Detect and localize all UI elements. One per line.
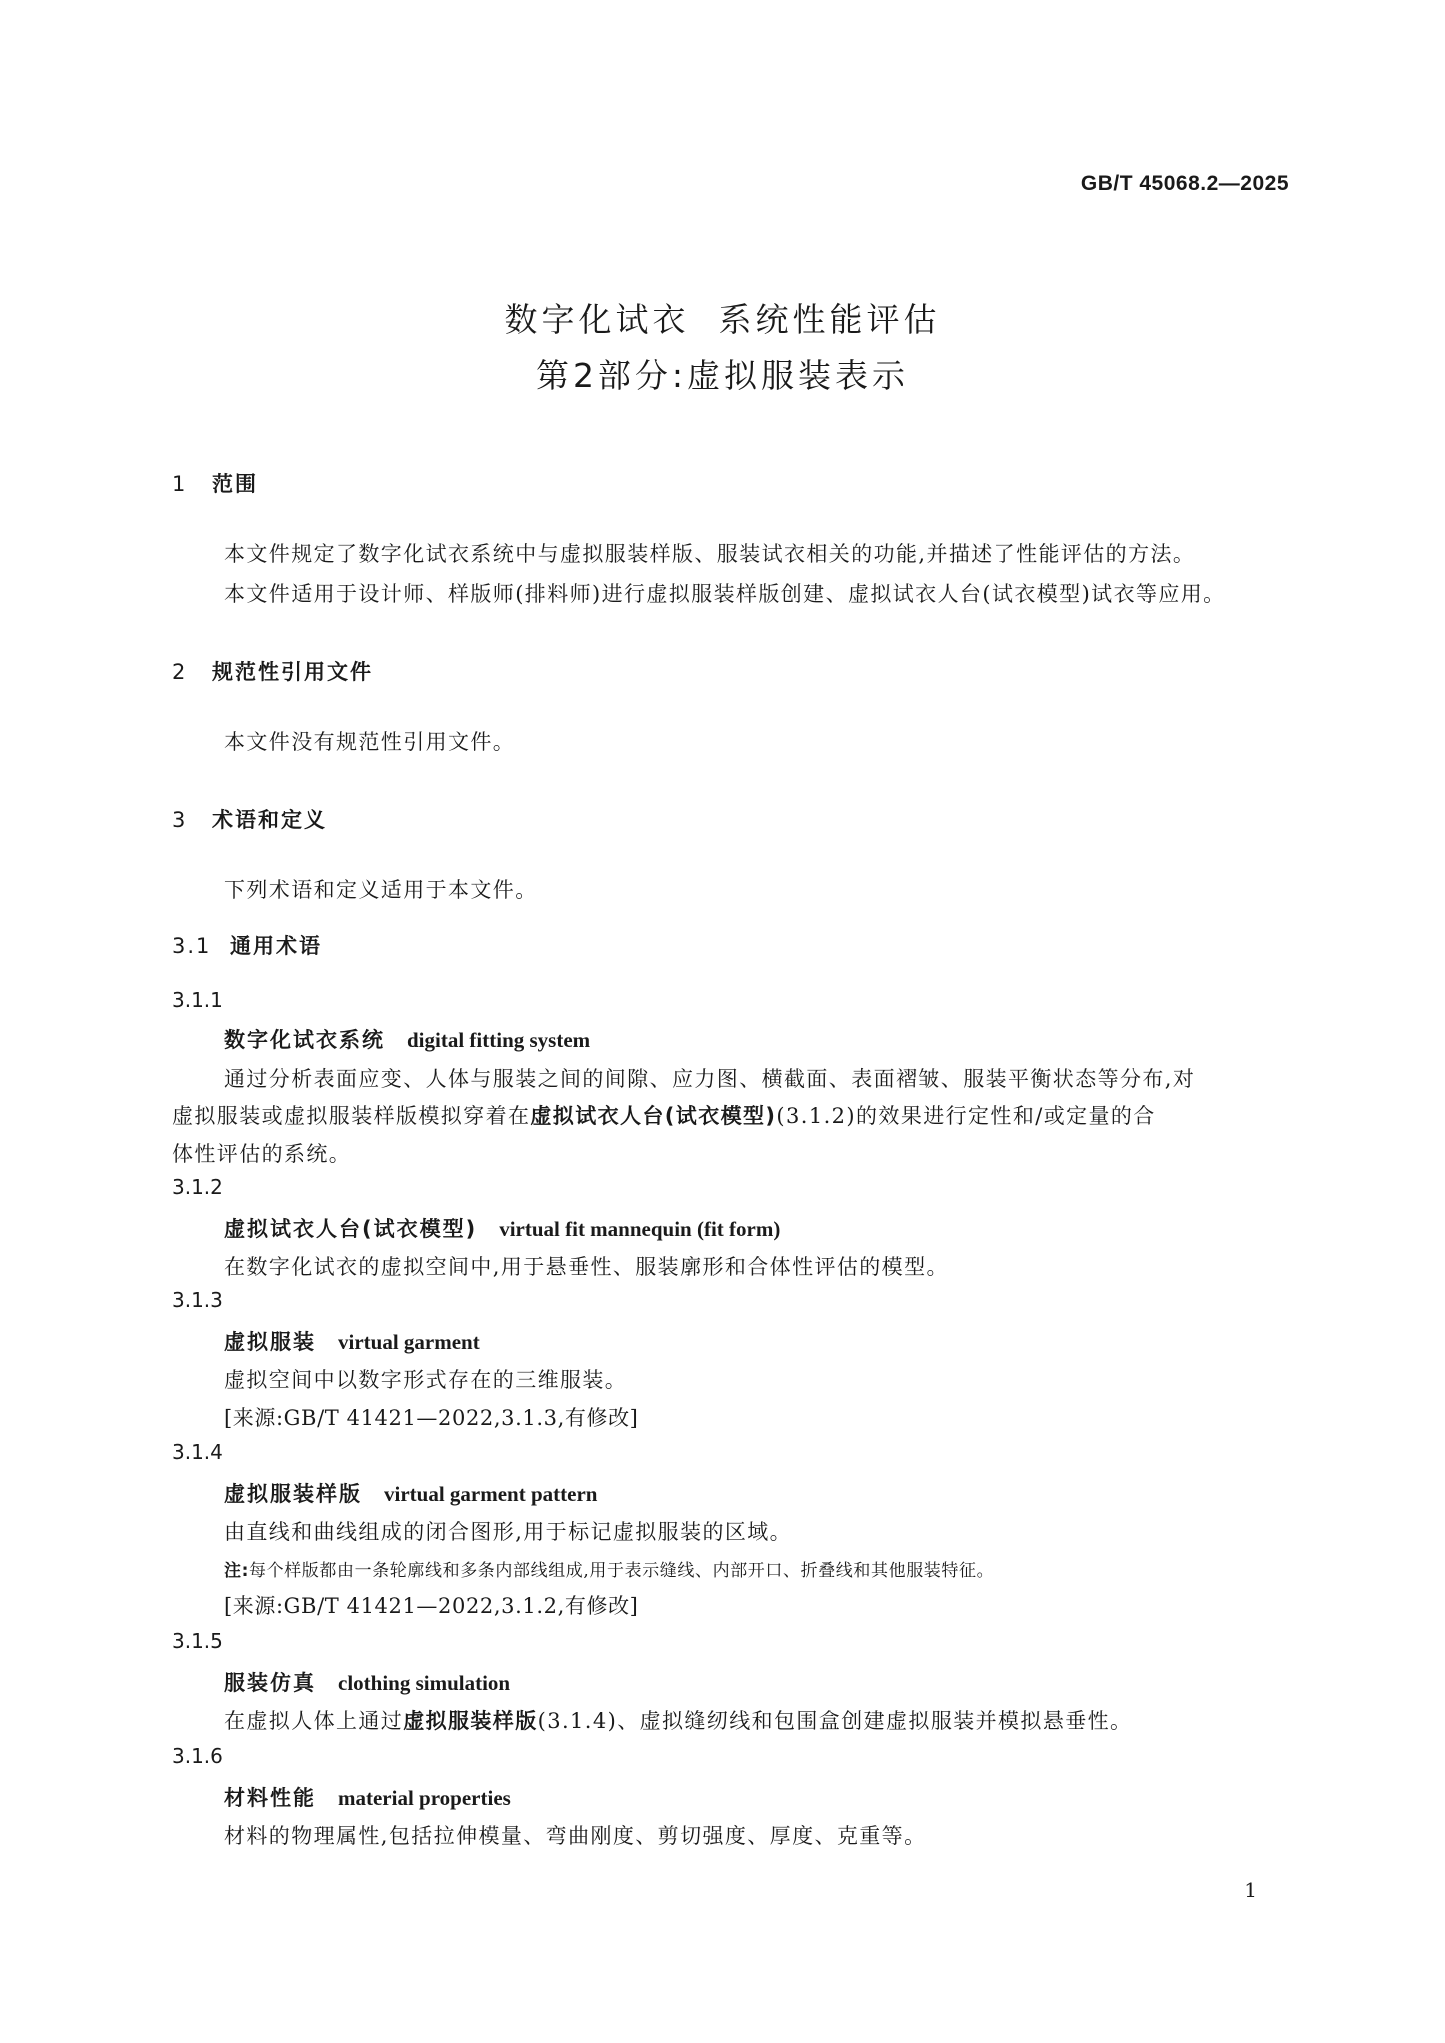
term-heading bbox=[224, 1326, 480, 1356]
term-number: 3.1.4 bbox=[172, 1440, 223, 1464]
note bbox=[224, 1556, 994, 1581]
title-line-2: 第2部分:虚拟服装表示 bbox=[535, 356, 910, 395]
term-zh: 虚拟试衣人台(试衣模型) bbox=[224, 1217, 478, 1241]
section-number: 2 bbox=[172, 660, 188, 684]
paragraph: 下列术语和定义适用于本文件。 bbox=[224, 878, 538, 902]
term-number: 3.1.6 bbox=[172, 1744, 223, 1768]
source-reference: [来源:GB/T 41421—2022,3.1.2,有修改] bbox=[224, 1594, 639, 1618]
term-zh: 服装仿真 bbox=[224, 1671, 316, 1695]
term-heading bbox=[224, 1667, 510, 1697]
text-run: (3.1.2)的效果进行定性和/或定量的合 bbox=[776, 1104, 1156, 1128]
term-en: virtual garment pattern bbox=[384, 1482, 598, 1506]
definition-line: 材料的物理属性,包括拉伸模量、弯曲刚度、剪切强度、厚度、克重等。 bbox=[224, 1824, 927, 1848]
term-en: virtual garment bbox=[338, 1330, 480, 1354]
definition-line: 虚拟空间中以数字形式存在的三维服装。 bbox=[224, 1368, 628, 1392]
section-title: 规范性引用文件 bbox=[212, 660, 373, 684]
term-zh: 虚拟服装 bbox=[224, 1330, 316, 1354]
source-reference: [来源:GB/T 41421—2022,3.1.3,有修改] bbox=[224, 1406, 639, 1430]
term-heading bbox=[224, 1024, 590, 1054]
section-3-heading bbox=[172, 804, 327, 834]
section-1-heading bbox=[172, 468, 258, 498]
term-heading bbox=[224, 1213, 780, 1243]
definition-line: 通过分析表面应变、人体与服装之间的间隙、应力图、横截面、表面褶皱、服装平衡状态等分布,对 bbox=[224, 1067, 1196, 1091]
term-zh: 虚拟服装样版 bbox=[224, 1482, 362, 1506]
term-reference: 虚拟服装样版 bbox=[403, 1709, 538, 1733]
text-run: 在虚拟人体上通过 bbox=[224, 1709, 404, 1733]
term-number: 3.1.5 bbox=[172, 1629, 223, 1653]
page-number: 1 bbox=[1244, 1878, 1257, 1902]
section-2-heading bbox=[172, 656, 373, 686]
note-text: 每个样版都由一条轮廓线和多条内部线组成,用于表示缝线、内部开口、折叠线和其他服装特征。 bbox=[249, 1561, 995, 1581]
term-en: digital fitting system bbox=[407, 1028, 591, 1052]
definition-line bbox=[224, 1705, 1132, 1735]
definition-line bbox=[172, 1100, 1156, 1130]
term-zh: 数字化试衣系统 bbox=[224, 1028, 385, 1052]
term-heading bbox=[224, 1478, 597, 1508]
section-title: 通用术语 bbox=[230, 934, 322, 958]
section-title: 范围 bbox=[212, 472, 258, 496]
section-number: 3.1 bbox=[172, 934, 212, 958]
term-number: 3.1.3 bbox=[172, 1288, 223, 1312]
term-en: material properties bbox=[338, 1786, 511, 1810]
text-run: 虚拟服装或虚拟服装样版模拟穿着在 bbox=[172, 1104, 531, 1128]
term-heading bbox=[224, 1782, 511, 1812]
section-title: 术语和定义 bbox=[212, 808, 327, 832]
term-en: clothing simulation bbox=[338, 1671, 511, 1695]
section-number: 3 bbox=[172, 808, 188, 832]
definition-line: 体性评估的系统。 bbox=[172, 1142, 352, 1166]
paragraph: 本文件适用于设计师、样版师(排料师)进行虚拟服装样版创建、虚拟试衣人台(试衣模型)试衣等应用。 bbox=[224, 582, 1226, 606]
note-label: 注: bbox=[224, 1561, 249, 1581]
standard-code: GB/T 45068.2—2025 bbox=[1080, 172, 1289, 195]
definition-line: 在数字化试衣的虚拟空间中,用于悬垂性、服装廓形和合体性评估的模型。 bbox=[224, 1255, 949, 1279]
paragraph: 本文件规定了数字化试衣系统中与虚拟服装样版、服装试衣相关的功能,并描述了性能评估的方法。 bbox=[224, 542, 1196, 566]
title-line-1: 数字化试衣 系统性能评估 bbox=[504, 300, 941, 339]
term-reference: 虚拟试衣人台(试衣模型) bbox=[530, 1104, 777, 1128]
definition-line: 由直线和曲线组成的闭合图形,用于标记虚拟服装的区域。 bbox=[224, 1520, 793, 1544]
term-number: 3.1.2 bbox=[172, 1175, 223, 1199]
paragraph: 本文件没有规范性引用文件。 bbox=[224, 730, 516, 754]
term-en: virtual fit mannequin (fit form) bbox=[499, 1217, 781, 1241]
term-zh: 材料性能 bbox=[224, 1786, 316, 1810]
section-number: 1 bbox=[172, 472, 188, 496]
text-run: (3.1.4)、虚拟缝纫线和包围盒创建虚拟服装并模拟悬垂性。 bbox=[537, 1709, 1133, 1733]
document-title bbox=[0, 292, 1445, 404]
subsection-3-1-heading bbox=[172, 930, 322, 960]
term-number: 3.1.1 bbox=[172, 988, 223, 1012]
